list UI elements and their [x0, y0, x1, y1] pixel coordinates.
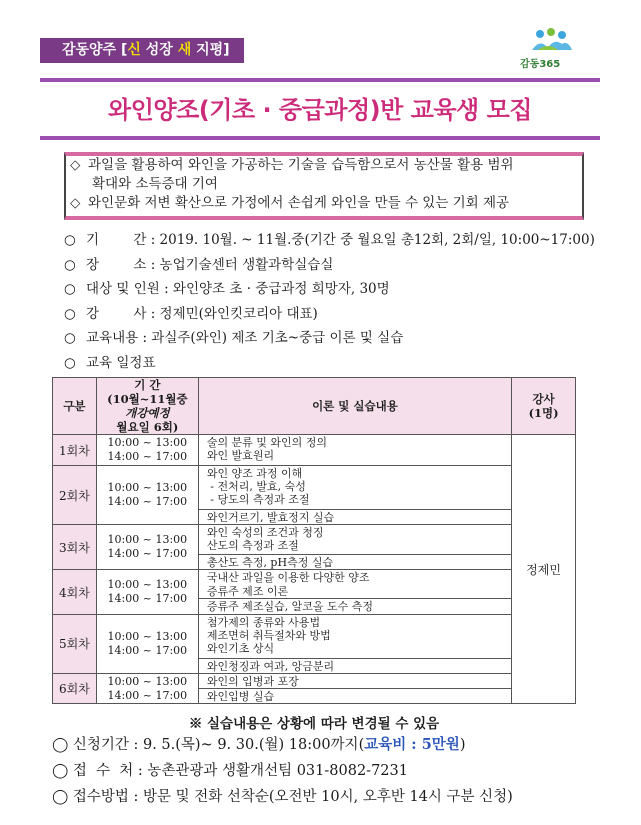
table-row: 와인거르기, 발효정지 실습	[53, 510, 576, 525]
info-lecturer: ○ 강 사 : 정제민(와인킷코리아 대표)	[64, 302, 604, 327]
circle-bullet-icon: ○	[64, 281, 76, 297]
fee-label: 교육비 : 5만원	[364, 736, 460, 753]
circle-bullet-icon: ○	[64, 232, 76, 248]
table-row: 3회차 10:00 ~ 13:00 14:00 ~ 17:00 와인 숙성의 조건과 청징 산도의 측정과 조절	[53, 525, 576, 555]
circle-bullet-icon: ◯	[52, 763, 73, 779]
circle-bullet-icon: ○	[64, 330, 76, 346]
diamond-bullet-icon: ◇	[70, 157, 81, 173]
info-schedule: ○ 교육 일정표	[64, 351, 604, 376]
table-row: 1회차 10:00 ~ 13:00 14:00 ~ 17:00 술의 분류 및 와인의 정의 와인 발효원리 정제민	[53, 435, 576, 466]
info-period: ○ 기 간 : 2019. 10월. ~ 11월.중(기간 중 월요일 총12회, 2회/일, 10:00~17:00)	[64, 228, 604, 253]
circle-bullet-icon: ○	[64, 305, 76, 322]
info-content: ○ 교육내용 : 과실주(와인) 제조 기초~중급 이론 및 실습	[64, 326, 604, 351]
table-header-row	[53, 378, 576, 435]
purpose-text-cont: 확대와 소득증대 기여	[92, 176, 218, 192]
circle-bullet-icon: ◯	[52, 737, 73, 753]
campaign-banner: 감동양주 [신 성장 새 지평]	[40, 38, 244, 63]
schedule-table	[52, 377, 576, 704]
page-title: 와인양조(기초 · 중급과정)반 교육생 모집	[108, 96, 532, 124]
table-row: 5회차 10:00 ~ 13:00 14:00 ~ 17:00 첨가제의 종류와 사용법 제조면허 취득절차와 방법 와인기초 상식	[53, 614, 576, 658]
info-target: ○ 대상 및 인원 : 와인양조 초 · 중급과정 희망자, 30명	[64, 277, 604, 302]
table-row: 총산도 측정, pH측정 실습	[53, 555, 576, 570]
circle-bullet-icon: ◯	[52, 789, 73, 805]
apply-method: ◯ 접수방법 : 방문 및 전화 선착순(오전반 10시, 오후반 14시 구분 신청)	[52, 789, 513, 805]
course-info	[64, 228, 604, 375]
table-row: 6회차 10:00 ~ 13:00 14:00 ~ 17:00 와인의 입병과 포장	[53, 673, 576, 688]
table-row: 4회차 10:00 ~ 13:00 14:00 ~ 17:00 국내산 과일을 이용한 다양한 양조 증류주 제조 이론	[53, 570, 576, 599]
table-row: 2회차 10:00 ~ 13:00 14:00 ~ 17:00 와인 양조 과정 이해 - 전처리, 발효, 숙성 - 당도의 측정과 조절	[53, 466, 576, 510]
svg-text:감동365: 감동365	[520, 59, 561, 70]
circle-bullet-icon: ○	[64, 256, 76, 273]
diamond-bullet-icon: ◇	[70, 195, 81, 211]
instructor-cell: 정제민	[512, 435, 576, 704]
change-notice: ※ 실습내용은 상황에 따라 변경될 수 있음	[188, 716, 440, 732]
title-rule-top	[40, 78, 600, 82]
apply-contact: ◯ 접 수 처 : 농촌관광과 생활개선팀 031-8082-7231	[52, 763, 408, 779]
apply-period: ◯ 신청기간 : 9. 5.(목)~ 9. 30.(월) 18:00까지(교육비 : 5만원)	[52, 736, 466, 753]
title-rule-bottom	[40, 136, 600, 140]
circle-bullet-icon: ○	[64, 354, 76, 371]
gamdong365-logo	[518, 26, 578, 70]
purpose-text: 와인문화 저변 확산으로 가정에서 손쉽게 와인을 만들 수 있는 기회 제공	[88, 195, 510, 211]
application-info	[52, 732, 612, 810]
table-row: 증류주 제조실습, 알코올 도수 측정	[53, 599, 576, 614]
header-content: 이론 및 실습내용	[198, 378, 511, 435]
header-session: 구분	[53, 378, 97, 435]
header-period: 기 간 (10월~11월중 개강예정 월요일 6회)	[96, 378, 198, 435]
table-row: 와인입병 실습	[53, 689, 576, 704]
table-row: 와인청징과 여과, 앙금분리	[53, 658, 576, 673]
info-place: ○ 장 소 : 농업기술센터 생활과학실습실	[64, 253, 604, 278]
purpose-text: 과일을 활용하여 와인을 가공하는 기술을 습득함으로서 농산물 활용 범위	[88, 157, 514, 173]
header-instructor: 강사 (1명)	[512, 378, 576, 435]
purpose-box	[64, 152, 584, 220]
